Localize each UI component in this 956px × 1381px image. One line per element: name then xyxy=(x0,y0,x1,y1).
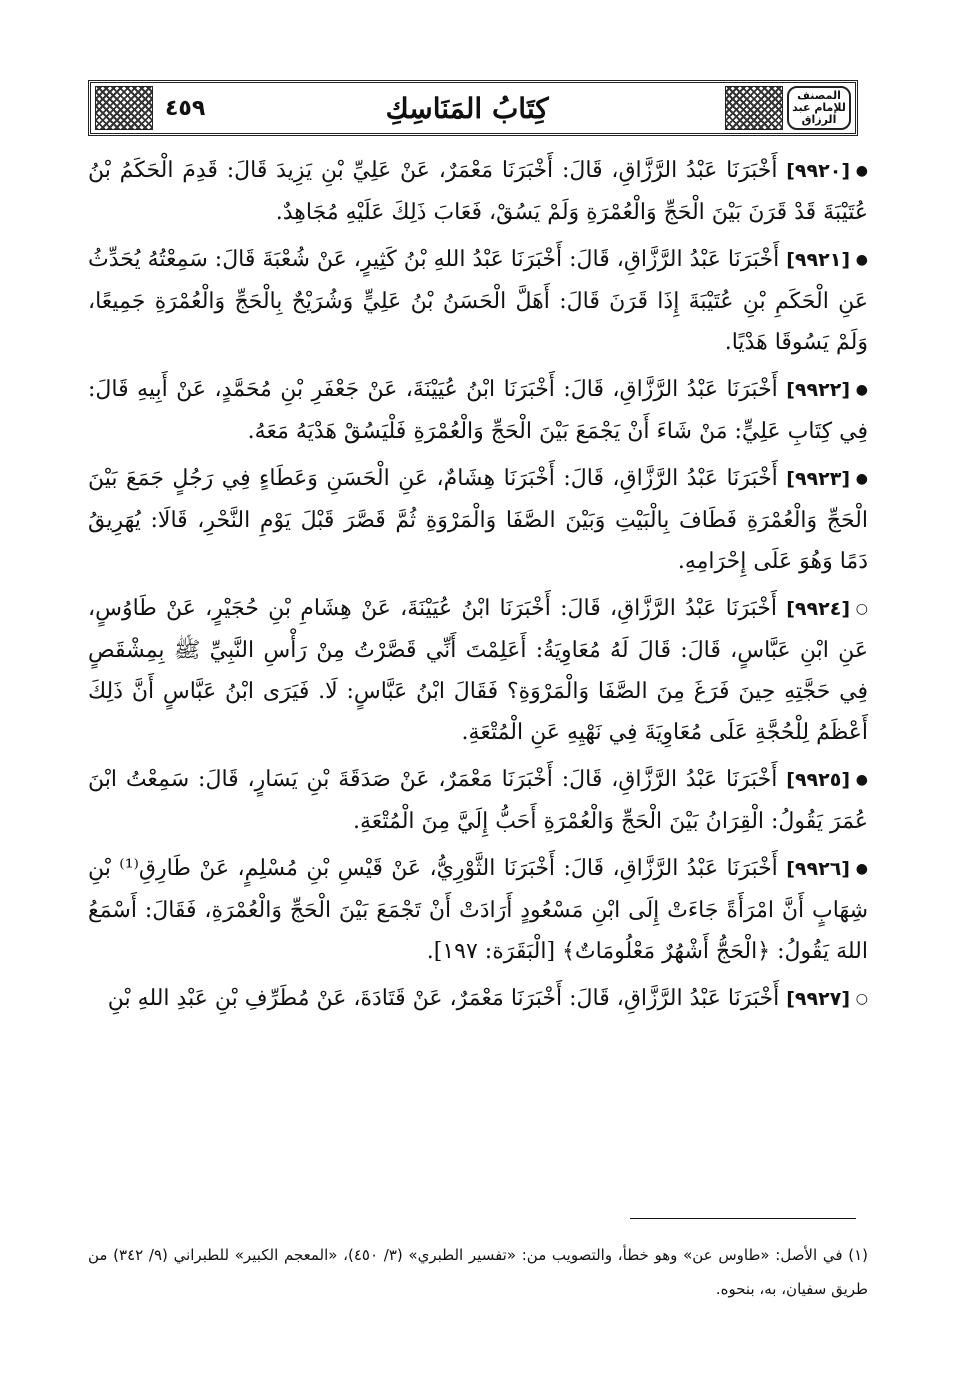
ornament-left xyxy=(95,86,153,130)
hadith-text: أَخْبَرَنَا عَبْدُ الرَّزَّاقِ، قَالَ: أَخْبَرَنَا مَعْمَرٌ، عَنْ عَلِيِّ بْنِ يَزِيدَ قَالَ: قَدِمَ الْحَكَمُ بْنُ عُتَيْبَةَ قَدْ قَرَنَ بَيْنَ الْحَجِّ وَالْعُمْرَةِ وَلَمْ يَسُقْ، فَعَابَ ذَلِكَ عَلَيْهِ مُجَاهِدٌ. xyxy=(88,158,868,225)
hadith-entry xyxy=(88,588,868,753)
hadith-text: أَخْبَرَنَا عَبْدُ الرَّزَّاقِ، قَالَ: أَخْبَرَنَا مَعْمَرٌ، عَنْ قَتَادَةَ، عَنْ مُطَرِّفِ بْنِ عَبْدِ اللهِ بْنِ xyxy=(107,986,780,1011)
hadith-number: [٩٩٢٢] xyxy=(786,379,850,401)
hadith-number: [٩٩٢٥] xyxy=(786,769,851,791)
hadith-list xyxy=(88,150,868,1026)
hadith-text: أَخْبَرَنَا عَبْدُ الرَّزَّاقِ، قَالَ: أَخْبَرَنَا ابْنُ عُيَيْنَةَ، عَنْ جَعْفَرِ بْنِ مُحَمَّدٍ، عَنْ أَبِيهِ قَالَ: فِي كِتَابِ عَلِيٍّ: مَنْ شَاءَ أَنْ يَجْمَعَ بَيْنَ الْحَجِّ وَالْعُمْرَةِ فَلْيَسُقْ هَدْيَهُ مَعَهُ. xyxy=(88,377,868,444)
hadith-number: [٩٩٢٣] xyxy=(786,468,851,490)
ornament-right xyxy=(725,86,783,130)
hadith-number: [٩٩٢٧] xyxy=(786,988,850,1010)
hadith-entry xyxy=(88,978,868,1020)
hadith-text: أَخْبَرَنَا عَبْدُ الرَّزَّاقِ، قَالَ: أَخْبَرَنَا الثَّوْرِيُّ، عَنْ قَيْسِ بْنِ مُسْلِمٍ، عَنْ طَارِقِ⁽¹⁾ بْنِ شِهَابٍ أَنَّ امْرَأَةً جَاءَتْ إِلَى ابْنِ مَسْعُودٍ أَرَادَتْ أَنْ تَجْمَعَ بَيْنَ الْحَجِّ وَالْعُمْرَةِ، فَقَالَ: أَسْمَعُ اللهَ يَقُولُ: ﴿الْحَجُّ أَشْهُرٌ مَعْلُومَاتٌ﴾ [الْبَقَرَة: ١٩٧]. xyxy=(88,856,868,964)
hadith-number: [٩٩٢٠] xyxy=(786,160,850,182)
book-title: كِتَابُ المَنَاسِكِ xyxy=(385,91,549,125)
hadith-number: [٩٩٢١] xyxy=(786,249,850,271)
hadith-entry xyxy=(88,848,868,972)
hadith-entry xyxy=(88,458,868,582)
hadith-number: [٩٩٢٦] xyxy=(786,858,850,880)
hadith-marker: ● xyxy=(855,162,868,179)
hadith-marker: ○ xyxy=(855,990,868,1007)
header-left xyxy=(91,86,213,130)
seal-text: المصنف للإمام عبد الرزاق xyxy=(792,89,846,126)
hadith-marker: ○ xyxy=(855,600,868,617)
footnote-item: (١) في الأصل: «طاوس عن» وهو خطأ، والتصويب من: «تفسير الطبري» (٣/ ٤٥٠)، «المعجم الكبير» للطبراني (٩/ ٣٤٢) من طريق سفيان، به، بنحوه. xyxy=(88,1246,868,1298)
hadith-text: أَخْبَرَنَا عَبْدُ الرَّزَّاقِ، قَالَ: أَخْبَرَنَا عَبْدُ اللهِ بْنُ كَثِيرٍ، عَنْ شُعْبَةَ قَالَ: سَمِعْتُهُ يُحَدِّثُ عَنِ الْحَكَمِ بْنِ عُتَيْبَةَ إِذَا قَرَنَ قَالَ: أَهَلَّ الْحَسَنُ بْنُ عَلِيٍّ وَشُرَيْحٌ بِالْحَجِّ وَالْعُمْرَةِ جَمِيعًا، وَلَمْ يَسُوقَا هَدْيًا. xyxy=(88,247,868,355)
footnotes xyxy=(88,1238,868,1306)
hadith-marker: ● xyxy=(855,470,869,487)
page-number: ٤٥٩ xyxy=(165,95,206,121)
hadith-entry xyxy=(88,239,868,363)
hadith-marker: ● xyxy=(855,381,868,398)
hadith-entry xyxy=(88,369,868,452)
footnote-divider xyxy=(630,1218,856,1219)
hadith-text: أَخْبَرَنَا عَبْدُ الرَّزَّاقِ، قَالَ: أَخْبَرَنَا ابْنُ عُيَيْنَةَ، عَنْ هِشَامِ بْنِ حُجَيْرٍ، عَنْ طَاوُسٍ، عَنِ ابْنِ عَبَّاسٍ، قَالَ: قَالَ لَهُ مُعَاوِيَةُ: أَعَلِمْتَ أَنِّي قَصَّرْتُ مِنْ رَأْسِ النَّبِيِّ ﷺ بِمِشْقَصٍ فِي حَجَّتِهِ حِينَ فَرَغَ مِنَ الصَّفَا وَالْمَرْوَةِ؟ فَقَالَ ابْنُ عَبَّاسٍ: لَا. فَيَرَى ابْنُ عَبَّاسٍ أَنَّ ذَلِكَ أَعْظَمُ لِلْحُجَّةِ عَلَى مُعَاوِيَةَ فِي نَهْيِهِ عَنِ الْمُتْعَةِ. xyxy=(88,596,868,745)
hadith-marker: ● xyxy=(855,771,869,788)
hadith-entry xyxy=(88,759,868,842)
header-right xyxy=(721,86,855,130)
page-header xyxy=(88,80,858,136)
hadith-number: [٩٩٢٤] xyxy=(786,598,850,620)
hadith-text: أَخْبَرَنَا عَبْدُ الرَّزَّاقِ، قَالَ: أَخْبَرَنَا مَعْمَرٌ، عَنْ صَدَقَةَ بْنِ يَسَارٍ، قَالَ: سَمِعْتُ ابْنَ عُمَرَ يَقُولُ: الْقِرَانُ بَيْنَ الْحَجِّ وَالْعُمْرَةِ أَحَبُّ إِلَيَّ مِنَ الْمُتْعَةِ. xyxy=(88,767,868,834)
hadith-entry xyxy=(88,150,868,233)
hadith-marker: ● xyxy=(855,251,868,268)
hadith-marker: ● xyxy=(855,860,868,877)
book-seal-logo xyxy=(787,86,851,130)
hadith-text: أَخْبَرَنَا عَبْدُ الرَّزَّاقِ، قَالَ: أَخْبَرَنَا هِشَامٌ، عَنِ الْحَسَنِ وَعَطَاءٍ فِي رَجُلٍ جَمَعَ بَيْنَ الْحَجِّ وَالْعُمْرَةِ فَطَافَ بِالْبَيْتِ وَبَيْنَ الصَّفَا وَالْمَرْوَةِ ثُمَّ قَصَّرَ قَبْلَ يَوْمِ النَّحْرِ، قَالَا: يُهَرِيقُ دَمًا وَهُوَ عَلَى إِحْرَامِهِ. xyxy=(88,466,868,574)
